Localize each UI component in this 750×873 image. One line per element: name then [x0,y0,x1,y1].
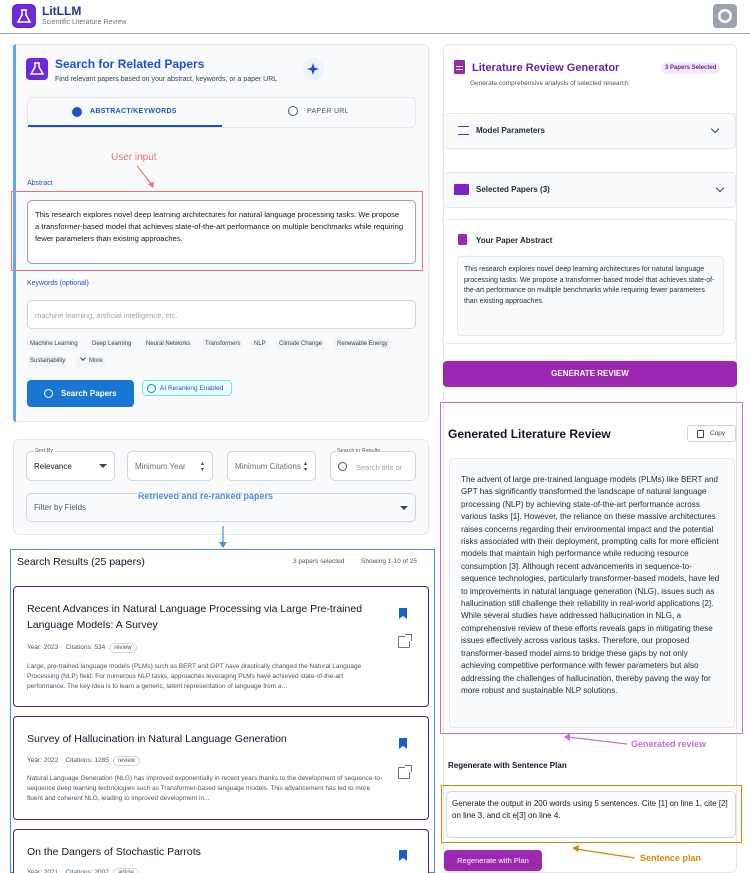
paper-abstract: Large, pre-trained language models (PLMs) such as BERT and GPT have drastically changed the Natural Language Processing (NLP) field. For numerous NLP tasks, approaches leveraging PLMs have achieved state-of-the-art performance. The key idea is to learn a generic, latent representation of language from a... [27,663,362,690]
filter-fields-placeholder: Filter by Fields [34,503,87,512]
paper-year: Year: 2021 [27,869,59,873]
annotation-generated-review: Generated review [631,739,707,749]
paper-title-line1[interactable]: Recent Advances in Natural Language Processing via Large Pre-trained [27,603,363,615]
tab-paper-url-label: PAPER URL [307,108,349,115]
paper-citations: Citations: 2002 [65,869,109,873]
reranking-badge-label: AI Reranking Enabled [160,385,224,392]
paper-type-tag: review [113,756,140,766]
tab-abstract-keywords-label: ABSTRACT/KEYWORDS [90,108,177,115]
model-parameters-label: Model Parameters [476,126,545,135]
selected-papers-label: Selected Papers (3) [476,185,550,194]
chip-neural-networks[interactable]: Neural Networks [143,339,193,350]
search-papers-label: Search Papers [61,389,117,398]
chip-nlp[interactable]: NLP [251,339,269,350]
app-name: LitLLM [42,4,82,18]
chip-renewable-energy[interactable]: Renewable Energy [334,339,391,350]
chip-climate-change[interactable]: Climate Change [276,339,325,350]
stepper-icon: ▴ ▾ [304,461,308,473]
paper-type-tag: article [113,868,139,873]
generator-subtitle: Generate comprehensive analysis of selected research [470,80,629,87]
generate-review-button[interactable]: GENERATE REVIEW [443,361,737,387]
chip-transformers[interactable]: Transformers [202,339,243,350]
review-text: The advent of large pre-trained language models (PLMs) like BERT and GPT has significantly transformed the landscape of natural language processing (NLP) by achieving state-of-the-art performance across various tasks [1]. However, the reliance on these massive architectures raises concerns regarding their environmental impact and the potential risks associated with their deployment, prompting calls for more efficient models that maintain high performance while reducing resource consumption [3]. Although recent advancements in sequence-to-sequence technologies, particularly transformer-based models, have led to improvements in natural language generation (NLG), issues such as hallucination still challenge their reliability in real-world applications [2]. While several studies have addressed hallucination in NLG, a comprehensive review of these efforts reveals gaps in mitigating these issues effectively across various tasks. Therefore, our proposed transformer-based model aims to bridge these gaps by not only achieving competitive performance with fewer parameters but also addressing the challenges of hallucination, thereby paving the way for more robust and sustainable NLP solutions. [461,475,720,695]
annotation-retrieved: Retrieved and re-ranked papers [138,491,274,501]
regenerate-with-plan-button[interactable]: Regenerate with Plan [444,850,542,871]
regenerate-label: Regenerate with Sentence Plan [448,761,567,770]
paper-year: Year: 2022 [27,757,59,764]
paper-abstract: Natural Language Generation (NLG) has improved exponentially in recent years thanks to the development of sequence-to-sequence deep learning technologies such as Transformer-based language models. This advancement has led to more fluent and coherent NLG, leading to improved development in... [27,775,383,802]
chip-more-label: More [89,358,103,364]
generator-title: Literature Review Generator [472,62,620,74]
paper-citations: Citations: 534 [65,644,106,651]
paper-title-line1[interactable]: On the Dangers of Stochastic Parrots [27,846,201,858]
paper-type-tag: review [109,643,136,653]
sort-by-value: Relevance [34,462,72,471]
abstract-label: Abstract [27,180,53,187]
sort-by-label: Sort By [35,448,54,454]
stepper-icon: ▴ ▾ [201,461,205,473]
annotation-sentence-plan: Sentence plan [640,853,702,863]
papers-selected-badge: 3 Papers Selected [661,62,720,74]
results-heading: Search Results (25 papers) [17,556,145,568]
results-selected-count: 3 papers selected [293,558,345,565]
search-subtitle: Find relevant papers based on your abstract, keywords, or a paper URL [55,76,278,83]
keywords-label: Keywords (optional) [27,280,89,287]
chip-sustainability[interactable]: Sustainability [27,356,68,367]
your-abstract-text: This research explores novel deep learning architectures for natural language processing tasks. We propose a transformer-based model that achieves state-of-the-art performance on multiple benchmarks while requiring fewer parameters than existing approaches. [464,266,715,305]
min-citations-placeholder: Minimum Citations [235,462,301,471]
results-showing: Showing 1-10 of 25 [361,558,418,565]
review-title: Generated Literature Review [448,427,611,441]
paper-citations: Citations: 1285 [65,757,109,764]
min-year-placeholder: Minimum Year [135,462,186,471]
paper-year: Year: 2023 [27,644,59,651]
search-in-results-placeholder: Search title or [356,463,403,472]
chip-deep-learning[interactable]: Deep Learning [89,339,134,350]
search-title: Search for Related Papers [55,57,205,71]
your-abstract-label: Your Paper Abstract [476,236,553,245]
paper-title-line1[interactable]: Survey of Hallucination in Natural Language Generation [27,733,287,745]
search-in-results-label: Search in Results [337,448,381,454]
app-subtitle: Scientific Literature Review [42,19,127,26]
paper-title-line2[interactable]: Language Models: A Survey [27,619,158,631]
sentence-plan-text: Generate the output in 200 words using 5 sentences. Cite [1] on line 1, cite [2] on line 3, and cit e[3] on line 4. [452,799,728,820]
copy-label: Copy [710,430,726,437]
annotation-user-input: User input [111,152,157,163]
chip-machine-learning[interactable]: Machine Learning [27,339,81,350]
abstract-input-value: This research explores novel deep learning architectures for natural language processing tasks. We propose a transformer-based model that achieves state-of-the-art performance on multiple benchmarks while requiring fewer parameters than existing approaches. [35,210,404,243]
keywords-input-placeholder: machine learning, artificial intelligence, etc. [35,311,178,320]
